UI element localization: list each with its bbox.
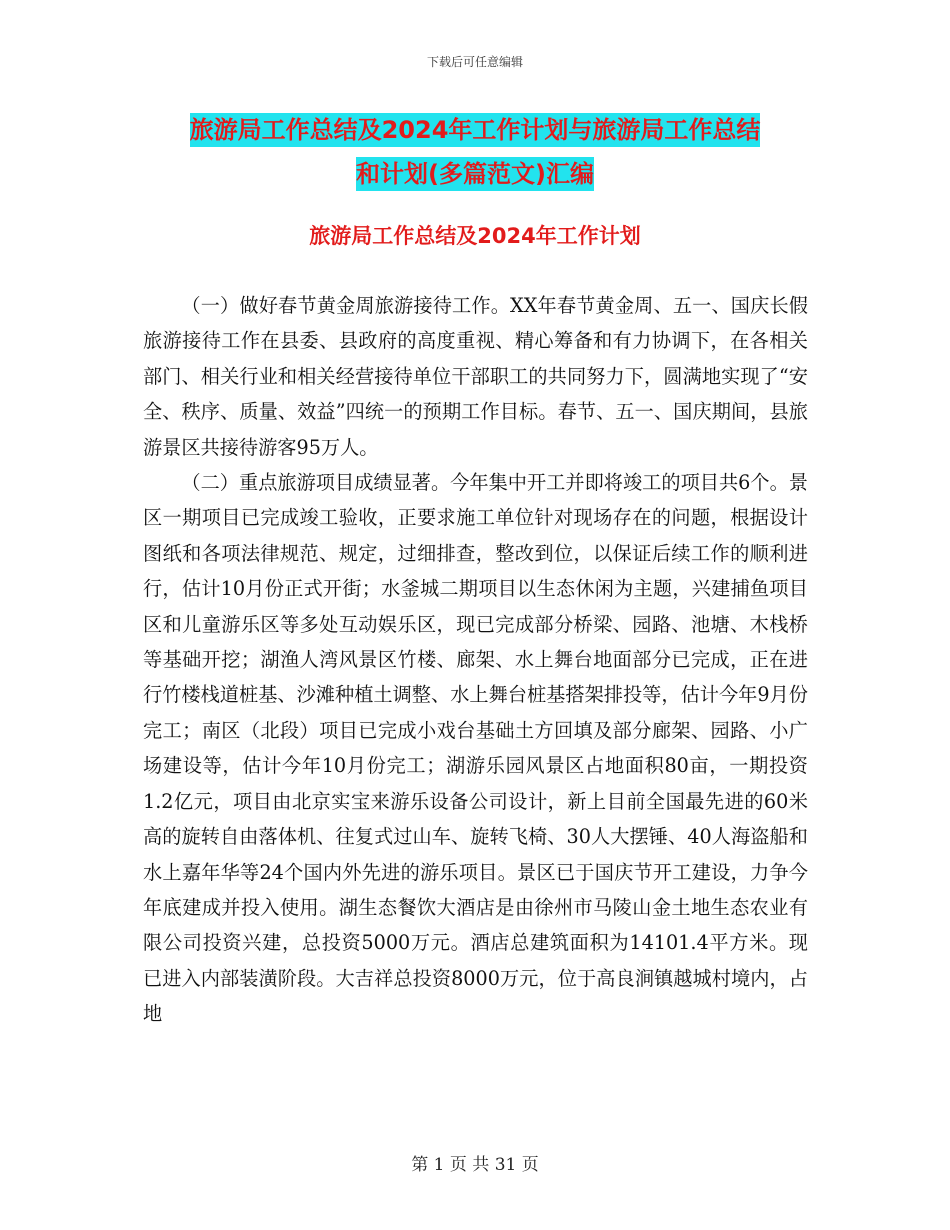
paragraph-2: （二）重点旅游项目成绩显著。今年集中开工并即将竣工的项目共6个。景区一期项目已完成竣工验收，正要求施工单位针对现场存在的问题，根据设计图纸和各项法律规范、规定，过细排查，整改到位，以保证后续工作的顺利进行，估计10月份正式开街；水釜城二期项目以生态休闲为主题，兴建捕鱼项目区和儿童游乐区等多处互动娱乐区，现已完成部分桥梁、园路、池塘、木栈桥等基础开挖；湖渔人湾风景区竹楼、廊架、水上舞台地面部分已完成，正在进行竹楼栈道桩基、沙滩种植土调整、水上舞台桩基搭架排投等，估计今年9月份完工；南区（北段）项目已完成小戏台基础土方回填及部分廊架、园路、小广场建设等，估计今年10月份完工；湖游乐园风景区占地面积80亩，一期投资1.2亿元，项目由北京实宝来游乐设备公司设计，新上目前全国最先进的60米高的旋转自由落体机、往复式过山车、旋转飞椅、30人大摆锤、40人海盗船和水上嘉年华等24个国内外先进的游乐项目。景区已于国庆节开工建设，力争今年底建成并投入使用。湖生态餐饮大酒店是由徐州市马陵山金土地生态农业有限公司投资兴建，总投资5000万元。酒店总建筑面积为14101.4平方米。现已进入内部装潢阶段。大吉祥总投资8000万元，位于高良涧镇越城村境内，占地 — [143, 471, 808, 1026]
document-title-line-2: 和计划(多篇范文)汇编 — [356, 157, 594, 191]
document-body — [143, 288, 808, 1032]
paragraph-1: （一）做好春节黄金周旅游接待工作。XX年春节黄金周、五一、国庆长假旅游接待工作在县委、县政府的高度重视、精心筹备和有力协调下，在各相关部门、相关行业和相关经营接待单位干部职工的共同努力下，圆满地实现了“安全、秩序、质量、效益”四统一的预期工作目标。春节、五一、国庆期间，县旅游景区共接待游客95万人。 — [143, 294, 808, 459]
section-title: 旅游局工作总结及2024年工作计划 — [309, 224, 641, 248]
document-title — [0, 108, 950, 196]
document-title-line-1: 旅游局工作总结及2024年工作计划与旅游局工作总结 — [190, 113, 761, 147]
page-header-note: 下载后可任意编辑 — [426, 55, 523, 69]
page-number: 第 1 页 共 31 页 — [411, 1155, 539, 1175]
